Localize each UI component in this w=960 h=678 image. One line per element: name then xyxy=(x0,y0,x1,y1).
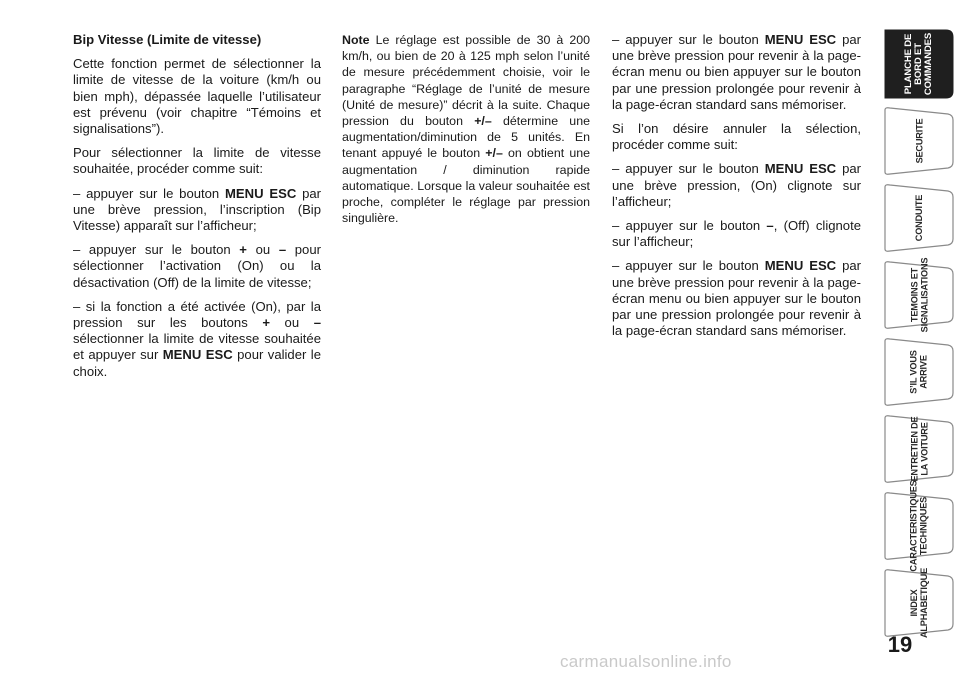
tab-caracteristiques[interactable]: CARACTERISTIQUES TECHNIQUES xyxy=(884,491,954,561)
paragraph: Pour sélectionner la limite de vitesse souhaitée, procéder comme suit: xyxy=(73,145,321,177)
tab-sil-vous-arrive[interactable]: S’IL VOUS ARRIVE xyxy=(884,337,954,407)
column-right xyxy=(612,32,861,347)
section-heading: Bip Vitesse (Limite de vitesse) xyxy=(73,32,262,47)
column-left xyxy=(73,32,321,388)
note-paragraph: Note Le réglage est possible de 30 à 200 km/h, ou bien de 20 à 125 mph selon l’unité de mesure précédemment choisie, voir le paragraphe “Réglage de l’unité de mesure (Unité de mesure)” décrit à la suite. Chaque pression du bouton +/– détermine une augmentation/diminution de 5 unités. En tenant appuyé le bouton +/– on obtient une augmentation / diminution rapide automatique. Lorsque la valeur souhaitée est proche, compléter le réglage par pression singulière. xyxy=(342,33,590,226)
tab-index[interactable]: INDEX ALPHABETIQUE xyxy=(884,568,954,638)
paragraph: Cette fonction permet de sélectionner la limite de vitesse de la voiture (km/h ou bien mph), dépassée laquelle l’utilisateur est prévenu (voir chapitre “Témoins et signalisations”). xyxy=(73,56,321,137)
paragraph: – appuyer sur le bouton MENU ESC par une brève pression pour revenir à la page-écran menu ou bien appuyer sur le bouton par une pression prolongée pour revenir à la page-écran standard sans mémoriser. xyxy=(612,258,862,339)
button-name-menu-esc: MENU ESC xyxy=(225,185,297,201)
column-middle xyxy=(342,32,590,234)
tab-conduite[interactable]: CONDUITE xyxy=(884,183,954,253)
watermark: carmanualsonline.info xyxy=(560,652,732,671)
paragraph: – appuyer sur le bouton MENU ESC par une brève pression pour revenir à la page-écran menu ou bien appuyer sur le bouton par une pression prolongée pour revenir à la page-écran standard sans mémoriser. xyxy=(612,32,862,112)
paragraph: – appuyer sur le bouton MENU ESC par une brève pression, (On) clignote sur l’afficheur; xyxy=(612,161,862,209)
button-name-menu-esc: MENU ESC xyxy=(764,258,837,274)
tab-planche-de-bord[interactable]: PLANCHE DE BORD ET COMMANDES xyxy=(884,29,954,99)
paragraph: – appuyer sur le bouton + ou – pour sélectionner l’activation (On) ou la désactivation (Off) de la limite de vitesse; xyxy=(73,242,321,290)
button-name-menu-esc: MENU ESC xyxy=(162,347,233,363)
button-name-menu-esc: MENU ESC xyxy=(764,32,837,47)
paragraph: – appuyer sur le bouton MENU ESC par une brève pression, l’inscription (Bip Vitesse) apparaît sur l’afficheur; xyxy=(73,185,321,234)
tab-entretien[interactable]: ENTRETIEN DE LA VOITURE xyxy=(884,414,954,484)
paragraph: Si l’on désire annuler la sélection, procéder comme suit: xyxy=(612,121,861,153)
tab-securite[interactable]: SECURITE xyxy=(884,106,954,176)
page-number: 19 xyxy=(887,632,913,657)
note-label: Note xyxy=(342,33,370,47)
tab-temoins[interactable]: TEMOINS ET SIGNALISATIONS xyxy=(884,260,954,330)
button-name-menu-esc: MENU ESC xyxy=(764,161,837,177)
paragraph: – appuyer sur le bouton –, (Off) clignote sur l’afficheur; xyxy=(612,218,861,250)
paragraph: – si la fonction a été activée (On), par la pression sur les boutons + ou – sélectionner la limite de vitesse souhaitée et appuyer sur MENU ESC pour valider le choix. xyxy=(73,298,321,379)
chapter-tabs xyxy=(884,29,954,645)
